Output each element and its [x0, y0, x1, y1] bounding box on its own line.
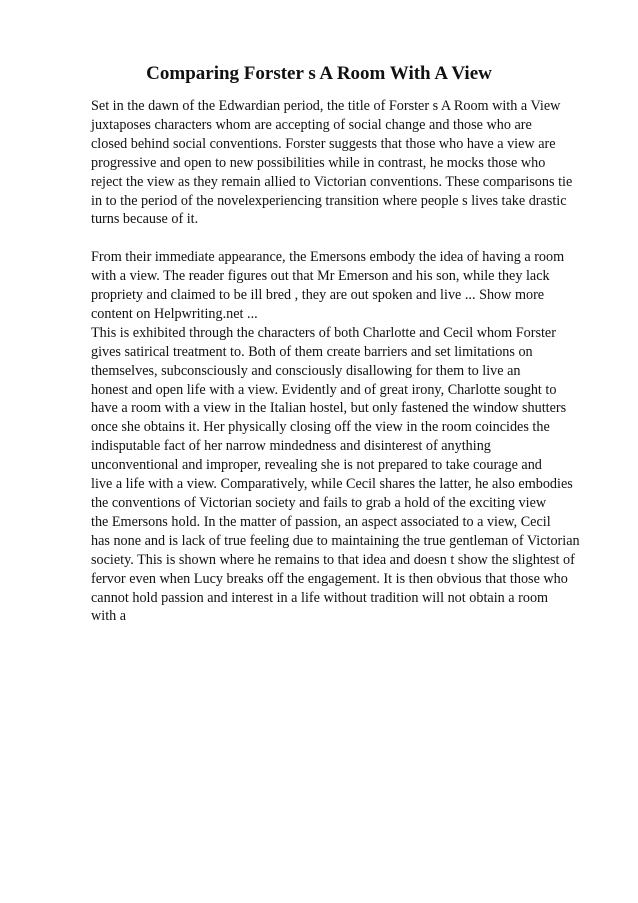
text-line: has none and is lack of true feeling due to maintaining the true gentleman of Victorian: [91, 532, 580, 549]
text-line: unconventional and improper, revealing she is not prepared to take courage and: [91, 457, 542, 474]
text-line: live a life with a view. Comparatively, while Cecil shares the latter, he also embodies: [91, 476, 573, 493]
text-line: the conventions of Victorian society and fails to grab a hold of the exciting view: [91, 495, 547, 512]
text-line: fervor even when Lucy breaks off the engagement. It is then obvious that those who: [91, 570, 568, 587]
paragraph-gap: [91, 229, 611, 248]
text-line: From their immediate appearance, the Emersons embody the idea of having a room: [91, 249, 565, 266]
text-line: Set in the dawn of the Edwardian period, the title of Forster s A Room with a View: [91, 98, 561, 114]
text-line: This is exhibited through the characters of both Charlotte and Cecil whom Forster: [91, 324, 556, 341]
text-line: propriety and claimed to be ill bred , they are out spoken and live ... Show more: [91, 287, 545, 304]
text-line: juxtaposes characters whom are accepting of social change and those who are: [91, 116, 532, 133]
text-line: with a view. The reader figures out that Mr Emerson and his son, while they lack: [91, 268, 550, 285]
text-line: in to the period of the novelexperiencing transition where people s lives take drastic: [91, 192, 567, 209]
text-line: once she obtains it. Her physically closing off the view in the room coincides the: [91, 419, 550, 436]
paragraph-emersons: [91, 248, 611, 324]
paragraph-intro: [91, 97, 611, 229]
text-line: closed behind social conventions. Forster suggests that those who have a view are: [91, 135, 556, 152]
text-line: indisputable fact of her narrow mindedness and disinterest of anything: [91, 438, 491, 455]
document-title: Comparing Forster s A Room With A View: [146, 63, 492, 84]
text-line: the Emersons hold. In the matter of passion, an aspect associated to a view, Cecil: [91, 513, 551, 530]
document-body: [91, 97, 611, 626]
text-line: turns because of it.: [91, 211, 199, 228]
text-line: themselves, subconsciously and consciously disallowing for them to live an: [91, 362, 521, 379]
text-line: gives satirical treatment to. Both of them create barriers and set limitations on: [91, 343, 533, 360]
text-line: progressive and open to new possibilities while in contrast, he mocks those who: [91, 154, 546, 171]
text-line: society. This is shown where he remains to that idea and doesn t show the slightest of: [91, 551, 575, 568]
text-line: content on Helpwriting.net ...: [91, 305, 258, 322]
text-line: with a: [91, 608, 127, 625]
text-line: reject the view as they remain allied to Victorian conventions. These comparisons tie: [91, 173, 573, 190]
text-line: have a room with a view in the Italian hostel, but only fastened the window shutters: [91, 400, 567, 417]
text-line: honest and open life with a view. Evidently and of great irony, Charlotte sought to: [91, 381, 557, 398]
paragraph-charlotte-cecil: [91, 324, 611, 627]
text-line: cannot hold passion and interest in a life without tradition will not obtain a room: [91, 589, 549, 606]
